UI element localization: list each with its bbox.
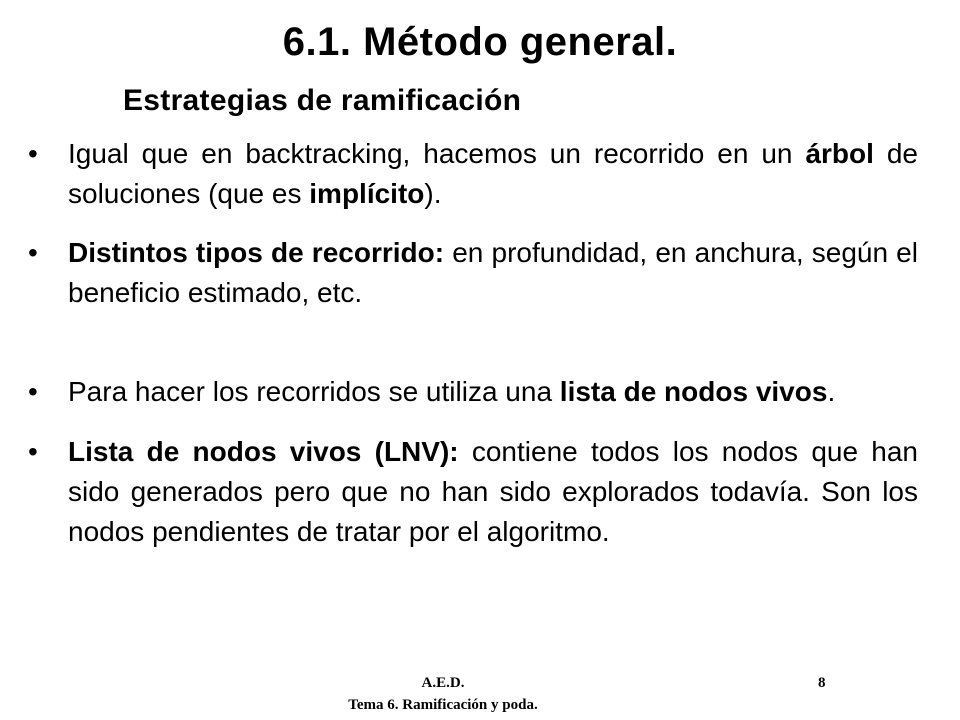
bullet-dot-icon: • [28,376,38,407]
bullet-dot-icon: • [28,436,38,467]
bullet-item-lnv-definition [28,432,918,552]
bullet-emphasis: árbol [805,138,874,169]
bullet-dot-icon: • [28,237,38,268]
bullet-dot-icon: • [28,138,38,169]
footer-topic: Tema 6. Ramificación y poda. [348,697,538,713]
bullet-text: de soluciones (que es [68,138,918,209]
bullet-text: Igual que en backtracking, hacemos un recorrido en un [68,138,806,169]
bullet-list [28,134,918,552]
bullet-text: ). [424,178,442,209]
bullet-emphasis: lista de nodos vivos [559,376,828,407]
bullet-emphasis: Distintos tipos de recorrido: [68,237,445,268]
bullet-emphasis: implícito [309,178,425,209]
bullet-text: Para hacer los recorridos se utiliza una [68,376,560,407]
bullet-emphasis: Lista de nodos vivos (LNV): [68,436,459,467]
slide-subtitle: Estrategias de ramificación [123,84,522,117]
bullet-text: en profundidad, en anchura, según el beneficio estimado, etc. [68,237,918,308]
bullet-item-backtracking [28,134,918,214]
bullet-item-recorrido-types [28,233,918,313]
slide-title: 6.1. Método general. [282,20,678,64]
footer-course: A.E.D. [421,675,465,691]
bullet-text: contiene todos los nodos que han sido generados pero que no han sido explorados todavía. Son los nodos pendientes de tratar por el algoritmo. [68,436,918,547]
footer-course-info [323,672,563,716]
footer-page-number: 8 [818,675,826,691]
bullet-text: . [827,376,836,407]
bullet-item-lista-nodos [28,372,918,412]
